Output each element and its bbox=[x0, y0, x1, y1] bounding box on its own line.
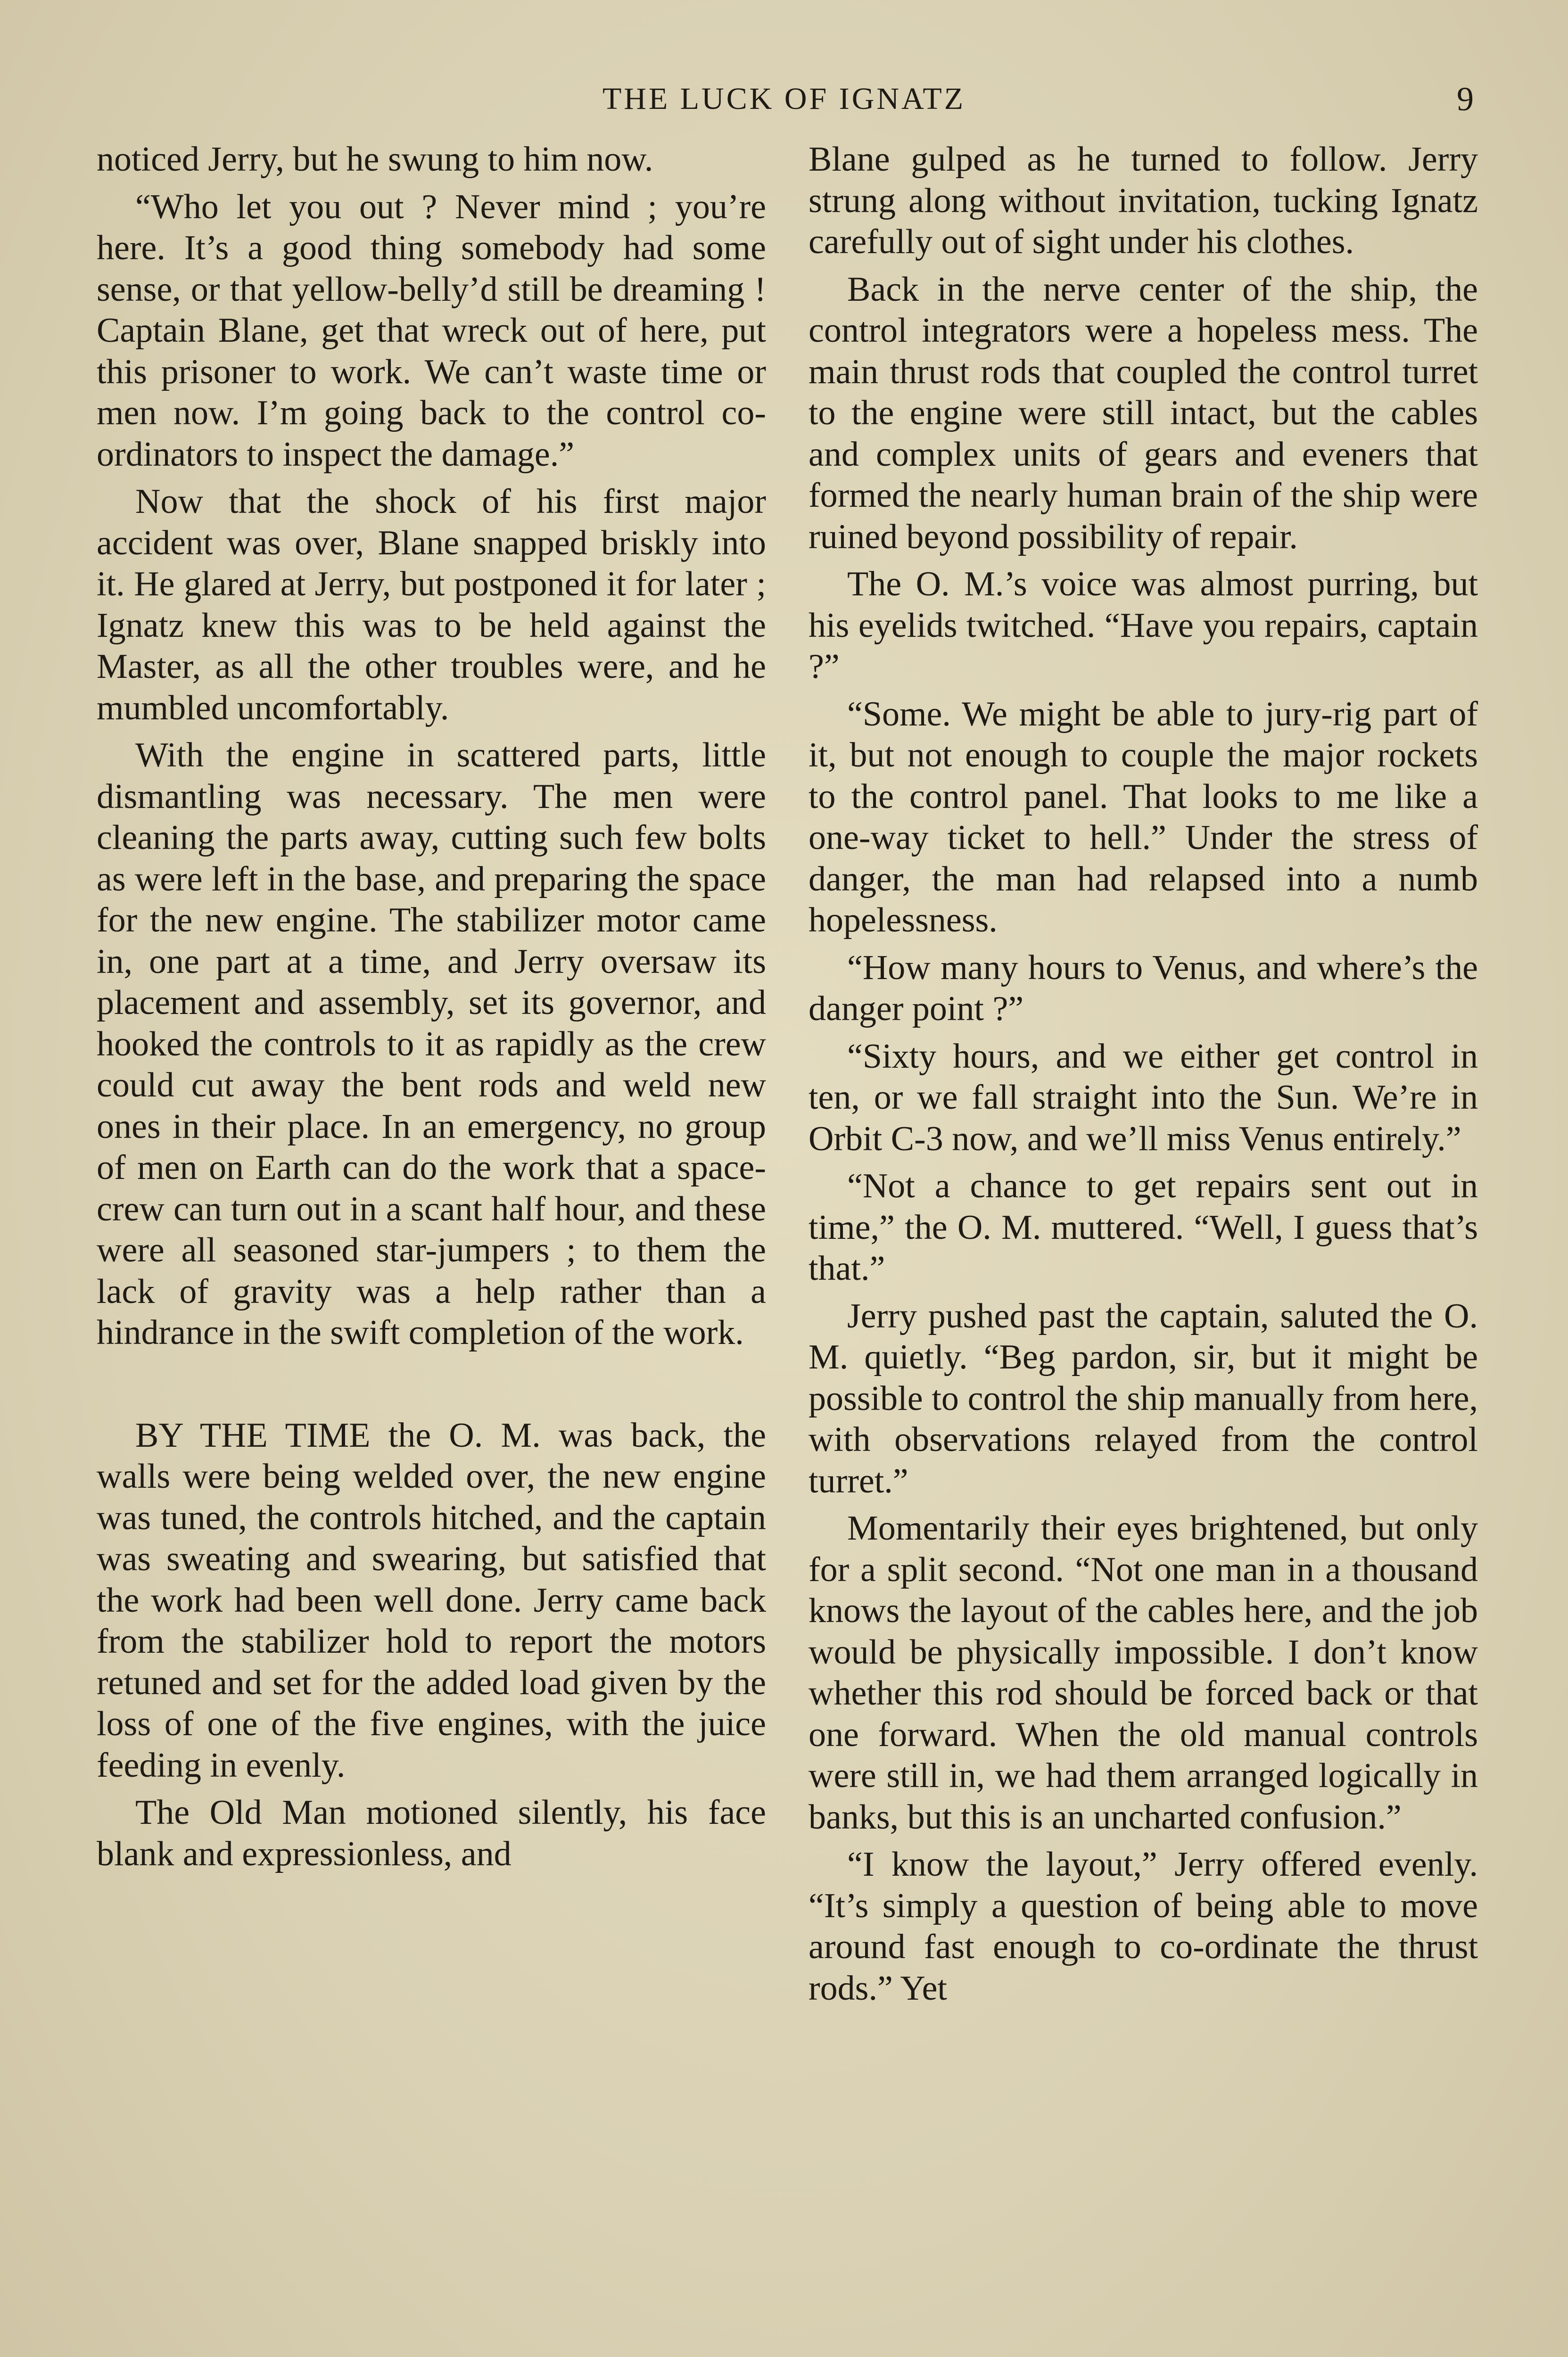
paragraph: Back in the nerve center of the ship, the control integrators were a hopeless mess. The main thrust rods that coupled the control turret to the engine were still intact, but the cables and complex units of gears and eveners that formed the nearly human brain of the ship were ruined beyond possibility of repair. bbox=[809, 270, 1478, 556]
section-start-paragraph: BY THE TIME the O. M. was back, the walls were being welded over, the new engine was tuned, the controls hitched, and the captain was sweating and swearing, but satisfied that the work had been well done. Jerry came back from the stabilizer hold to report the motors retuned and set for the added load given by the loss of one of the five engines, with the juice feeding in evenly. bbox=[97, 1416, 766, 1785]
right-column bbox=[809, 139, 1478, 2015]
paragraph: Blane gulped as he turned to follow. Jerry strung along without invitation, tucking Ignatz carefully out of sight under his clothes. bbox=[809, 140, 1478, 261]
running-head bbox=[0, 75, 1568, 123]
paragraph: noticed Jerry, but he swung to him now. bbox=[97, 140, 653, 179]
paragraph: Jerry pushed past the captain, saluted the O. M. quietly. “Beg pardon, sir, but it might be possible to control the ship manually from here, with observations relayed from the control turret.” bbox=[809, 1296, 1478, 1500]
page-number: 9 bbox=[1457, 80, 1474, 118]
paragraph: “Sixty hours, and we either get control in ten, or we fall straight into the Sun. We’re in Orbit C-3 now, and we’ll miss Venus entirely.” bbox=[809, 1037, 1478, 1158]
paragraph: “How many hours to Venus, and where’s the danger point ?” bbox=[809, 948, 1478, 1028]
running-title: THE LUCK OF IGNATZ bbox=[602, 82, 966, 116]
paragraph: “Who let you out ? Never mind ; you’re here. It’s a good thing somebody had some sense, or that yellow-belly’d still be dreaming ! Captain Blane, get that wreck out of here, put this prisoner to work. We can’t waste time or men now. I’m going back to the control co-ordinators to inspect the damage.” bbox=[97, 187, 766, 474]
paragraph: The O. M.’s voice was almost purring, but his eyelids twitched. “Have you repairs, captain ?” bbox=[809, 565, 1478, 686]
paragraph: “I know the layout,” Jerry offered evenly. “It’s simply a question of being able to move around fast enough to co-ordinate the thrust rods.” Yet bbox=[809, 1845, 1478, 2008]
paragraph: The Old Man motioned silently, his face blank and expressionless, and bbox=[97, 1793, 766, 1873]
paragraph: “Not a chance to get repairs sent out in time,” the O. M. muttered. “Well, I guess that’s that.” bbox=[809, 1167, 1478, 1288]
left-column bbox=[97, 139, 766, 1881]
paragraph: “Some. We might be able to jury-rig part of it, but not enough to couple the major rockets to the control panel. That looks to me like a one-way ticket to hell.” Under the stress of danger, the man had relapsed into a numb hopelessness. bbox=[809, 694, 1478, 940]
paragraph: With the engine in scattered parts, little dismantling was necessary. The men were cleaning the parts away, cutting such few bolts as were left in the base, and preparing the space for the new engine. The stabilizer motor came in, one part at a time, and Jerry oversaw its placement and assembly, set its governor, and hooked the controls to it as rapidly as the crew could cut away the bent rods and weld new ones in their place. In an emergency, no group of men on Earth can do the work that a space-crew can turn out in a scant half hour, and these were all seasoned star-jumpers ; to them the lack of gravity was a help rather than a hindrance in the swift completion of the work. bbox=[97, 736, 766, 1352]
paragraph: Now that the shock of his first major accident was over, Blane snapped briskly into it. He glared at Jerry, but postponed it for later ; Ignatz knew this was to be held against the Master, as all the other troubles were, and he mumbled uncomfortably. bbox=[97, 482, 766, 727]
paragraph: Momentarily their eyes brightened, but only for a split second. “Not one man in a thousand knows the layout of the cables here, and the job would be physically impossible. I don’t know whether this rod should be forced back or that one forward. When the old manual controls were still in, we had them arranged logically in banks, but this is an uncharted confusion.” bbox=[809, 1509, 1478, 1837]
